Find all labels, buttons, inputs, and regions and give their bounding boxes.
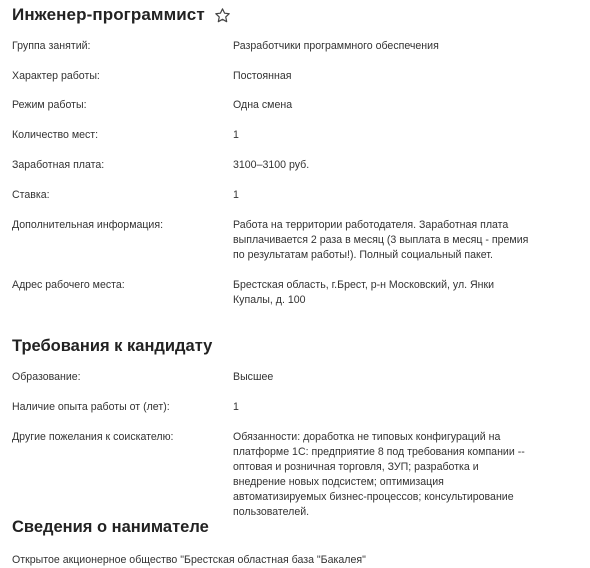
detail-value: 1 [233,189,239,201]
detail-value: 3100–3100 руб. [233,159,310,171]
detail-label: Характер работы: [12,70,100,82]
detail-value: Одна смена [233,99,293,111]
detail-label: Дополнительная информация: [12,219,164,231]
requirement-label: Наличие опыта работы от (лет): [12,401,170,413]
requirement-value: Высшее [233,371,274,383]
requirement-value: 1 [233,401,239,413]
detail-value: 1 [233,129,239,141]
employer-heading: Сведения о нанимателе [12,518,209,536]
requirement-value: Обязанности: доработка не типовых конфигураций на платформе 1С: предприятие 8 под требования компании -- оптовая и розничная торговля, ЗУП; разработка и внедрение новых подсистем; оптимизация автоматизируемых бизнес-процессов; консультирование пользователей. [233,431,525,518]
detail-value: Разработчики программного обеспечения [233,40,439,52]
detail-label: Заработная плата: [12,159,105,171]
requirements-heading: Требования к кандидату [12,337,213,355]
job-title: Инженер-программист [12,5,205,24]
job-title-row [12,3,231,27]
detail-value: Постоянная [233,70,292,82]
detail-label: Адрес рабочего места: [12,279,125,291]
requirement-label: Другие пожелания к соискателю: [12,431,174,443]
detail-label: Количество мест: [12,129,99,141]
detail-label: Режим работы: [12,99,87,111]
requirement-label: Образование: [12,371,81,383]
star-outline-icon[interactable] [214,7,231,24]
employer-name: Открытое акционерное общество "Брестская областная база "Бакалея" [12,554,366,566]
detail-label: Ставка: [12,189,50,201]
detail-value: Брестская область, г.Брест, р-н Московский, ул. Янки Купалы, д. 100 [233,279,495,306]
detail-label: Группа занятий: [12,40,91,52]
detail-value: Работа на территории работодателя. Заработная плата выплачивается 2 раза в месяц (3 выплата в месяц - премия по результатам работы!). Полный социальный пакет. [233,219,529,261]
